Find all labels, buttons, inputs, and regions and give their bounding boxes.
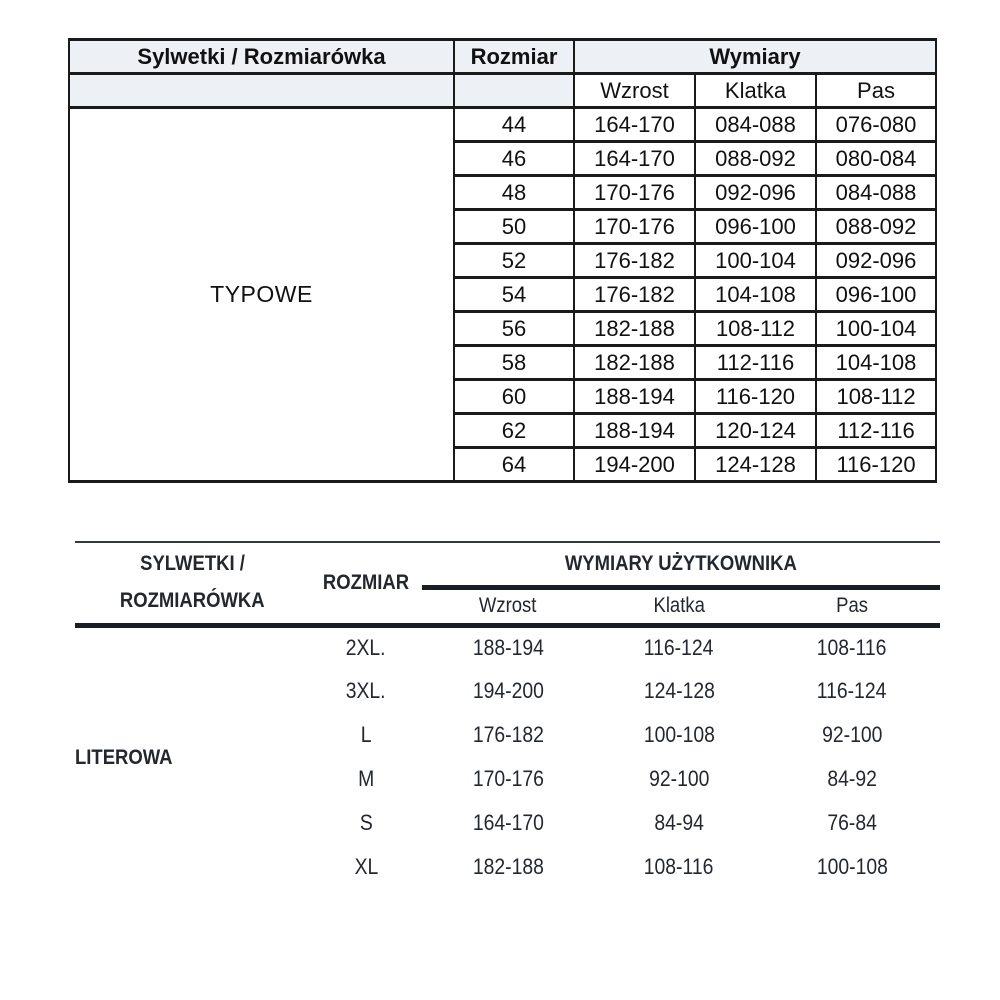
pas-cell: 088-092 [816,210,936,244]
col-header-wymiary-uzytkownika: WYMIARY UŻYTKOWNIKA [422,542,940,587]
typowe-subheader-row [69,74,936,108]
col-header-pas: Pas [816,74,936,108]
group-label-typowe: TYPOWE [69,108,454,482]
table-row [69,108,936,142]
col-header-wymiary: Wymiary [574,40,936,74]
wzrost-cell: 188-194 [574,414,695,448]
klatka-cell: 100-108 [643,722,715,747]
rozmiar-cell: L [360,722,372,747]
wzrost-cell: 170-176 [472,766,544,791]
pas-cell: 100-108 [816,854,888,879]
rozmiar-cell: 58 [454,346,574,380]
col-header-wzrost: Wzrost [422,587,594,625]
wzrost-cell: 170-176 [574,210,695,244]
rozmiar-cell: 60 [454,380,574,414]
pas-cell: 096-100 [816,278,936,312]
rozmiar-cell: 48 [454,176,574,210]
wzrost-cell: 194-200 [472,678,544,703]
rozmiar-cell: 62 [454,414,574,448]
typowe-size-table [68,38,937,483]
col-header-wzrost: Wzrost [574,74,695,108]
empty-header-cell [69,74,454,108]
empty-header-cell [454,74,574,108]
wzrost-cell: 164-170 [574,108,695,142]
rozmiar-cell: XL [354,854,378,879]
rozmiar-cell: 2XL. [346,635,386,661]
literowa-table-body [75,625,940,889]
pas-cell: 92-100 [821,722,883,747]
klatka-cell: 112-116 [695,346,816,380]
wzrost-cell: 188-194 [472,635,544,661]
wzrost-cell: 194-200 [574,448,695,482]
pas-cell: 080-084 [816,142,936,176]
typowe-table-body [69,108,936,482]
pas-cell: 116-120 [816,448,936,482]
pas-cell: 084-088 [816,176,936,210]
klatka-cell: 088-092 [695,142,816,176]
literowa-size-table [75,541,940,889]
typowe-table [68,38,937,483]
klatka-cell: 84-94 [654,810,704,835]
pas-cell: 100-104 [816,312,936,346]
group-label-literowa [75,625,310,889]
pas-cell: 108-116 [817,635,887,661]
wzrost-cell: 176-182 [574,244,695,278]
klatka-cell: 100-104 [695,244,816,278]
pas-cell: 076-080 [816,108,936,142]
wzrost-cell: 182-188 [472,854,544,879]
literowa-table [75,541,940,889]
pas-cell: 112-116 [816,414,936,448]
col-header-sylwetki: Sylwetki / Rozmiarówka [69,40,454,74]
pas-cell: 76-84 [827,810,877,835]
pas-cell: 104-108 [816,346,936,380]
klatka-cell: 116-124 [644,635,714,661]
wzrost-cell: 182-188 [574,346,695,380]
rozmiar-cell: 64 [454,448,574,482]
rozmiar-cell: 52 [454,244,574,278]
rozmiar-cell: 50 [454,210,574,244]
col-header-klatka: Klatka [594,587,764,625]
klatka-cell: 124-128 [695,448,816,482]
pas-cell: 84-92 [827,766,877,791]
klatka-cell: 116-120 [695,380,816,414]
wzrost-cell: 164-170 [574,142,695,176]
wzrost-cell: 170-176 [574,176,695,210]
literowa-header-row [75,542,940,587]
klatka-cell: 120-124 [695,414,816,448]
rozmiar-cell: 54 [454,278,574,312]
wzrost-cell: 182-188 [574,312,695,346]
pas-cell: 116-124 [817,678,887,703]
rozmiar-cell: S [359,810,373,835]
rozmiar-cell: 46 [454,142,574,176]
rozmiar-cell: M [357,766,375,791]
header-line2: ROZMIARÓWKA [120,588,265,612]
wzrost-cell: 176-182 [472,722,544,747]
col-header-pas: Pas [764,587,940,625]
klatka-cell: 108-112 [695,312,816,346]
klatka-cell: 096-100 [695,210,816,244]
col-header-sylwetki-rozmiarowka [75,542,310,625]
header-line1: SYLWETKI / [140,552,245,575]
col-header-rozmiar: Rozmiar [454,40,574,74]
klatka-cell: 124-128 [643,678,715,703]
col-header-rozmiar: ROZMIAR [310,542,422,625]
typowe-header-row [69,40,936,74]
wzrost-cell: 188-194 [574,380,695,414]
klatka-cell: 104-108 [695,278,816,312]
wzrost-cell: 176-182 [574,278,695,312]
klatka-cell: 108-116 [644,854,714,879]
klatka-cell: 084-088 [695,108,816,142]
klatka-cell: 92-100 [648,766,710,791]
rozmiar-cell: 44 [454,108,574,142]
pas-cell: 108-112 [816,380,936,414]
table-row [75,625,940,669]
wzrost-cell: 164-170 [472,810,544,835]
pas-cell: 092-096 [816,244,936,278]
rozmiar-cell: 3XL. [346,678,386,703]
group-label-literowa-label: LITEROWA [75,746,173,770]
col-header-klatka: Klatka [695,74,816,108]
klatka-cell: 092-096 [695,176,816,210]
rozmiar-cell: 56 [454,312,574,346]
